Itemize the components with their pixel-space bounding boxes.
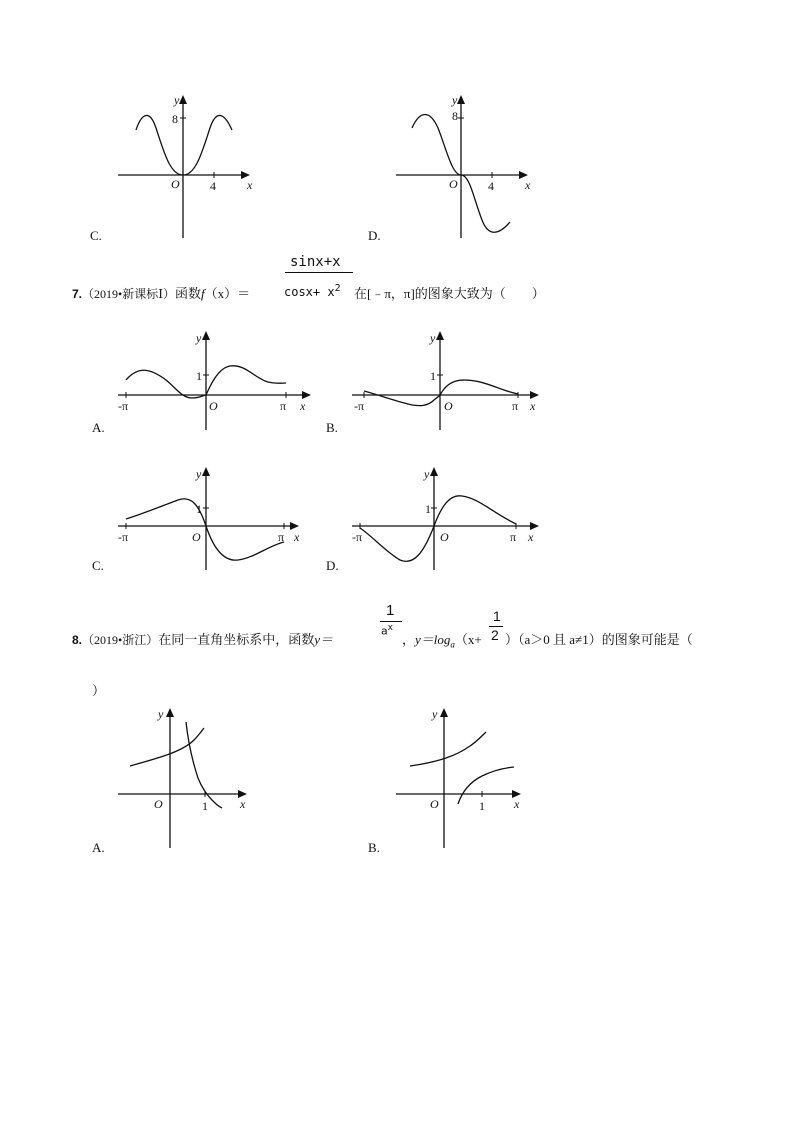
q6d-axis-x: x	[525, 178, 531, 192]
q8-y2-base: a	[450, 639, 455, 650]
q8-option-a-label[interactable]: A.	[92, 840, 105, 855]
q8-option-a-graph	[118, 700, 268, 850]
q7a-axis-y: y	[196, 331, 202, 345]
q6c-tick-x: 4	[210, 179, 216, 193]
q8b-axis-x: x	[514, 797, 520, 811]
q8-y2-denominator: 2	[491, 627, 499, 643]
q7-stem-prefix: 函数	[174, 286, 201, 301]
q7-denominator	[284, 283, 341, 299]
q8-y2-lhs: y＝log	[415, 632, 451, 647]
q7c-right: π	[278, 530, 285, 544]
q7-fx-arg: （x）	[204, 286, 238, 301]
q8-close-paren: ）	[92, 683, 106, 698]
q6d-origin: O	[449, 177, 458, 191]
q8a-axis-x: x	[240, 797, 246, 811]
q7c-axis-x: x	[294, 530, 300, 544]
q6d-tick-x: 4	[488, 179, 494, 193]
q6-option-d-graph	[388, 90, 548, 240]
q7c-origin: O	[192, 530, 201, 544]
q7-number: 7.	[72, 287, 83, 301]
q8b-axis-y: y	[432, 707, 438, 721]
q6c-axis-x: x	[247, 178, 253, 192]
q8-number: 8.	[72, 633, 83, 647]
q7c-left: -π	[118, 530, 129, 544]
q8-y1-numerator: 1	[386, 602, 395, 619]
q7a-origin: O	[209, 399, 218, 413]
q7-stem	[72, 283, 250, 302]
q7-denominator-text: cosx+ x	[284, 285, 335, 299]
q7-option-a-label[interactable]: A.	[92, 420, 105, 435]
q6d-tick-y: 8	[452, 109, 458, 123]
q7d-origin: O	[440, 530, 449, 544]
q7-option-d-label[interactable]: D.	[326, 558, 339, 573]
q7-option-a-graph	[118, 328, 318, 433]
q7a-left: -π	[118, 399, 129, 413]
q8-y1-den-text: a	[381, 624, 388, 638]
q7b-tick-y: 1	[430, 369, 436, 383]
q6-option-d-label[interactable]: D.	[368, 228, 381, 243]
q7c-tick-y: 1	[196, 502, 202, 516]
q6c-tick-y: 8	[172, 112, 178, 126]
q7a-tick-y: 1	[196, 369, 202, 383]
q7d-tick-y: 1	[425, 502, 431, 516]
q8-condition: （a＞0 且 a≠1）的图象可能是（	[518, 632, 693, 647]
q7b-axis-y: y	[430, 331, 436, 345]
q8-sep: ，	[402, 632, 416, 647]
q7d-axis-x: x	[528, 530, 534, 544]
q8b-origin: O	[430, 797, 439, 811]
q7-fx: f	[200, 286, 205, 301]
q7-fraction-bar	[285, 272, 353, 273]
q7-stem-suffix: 在[﹣π，π]的图象大致为（ ）	[354, 286, 545, 301]
q7-option-b-graph	[352, 328, 552, 433]
q6-option-c-graph	[110, 90, 270, 240]
q8-y1-denominator	[381, 623, 393, 638]
q7-option-c-label[interactable]: C.	[92, 558, 104, 573]
q7b-left: -π	[354, 399, 365, 413]
q7-denominator-exp: 2	[334, 283, 341, 294]
q7b-right: π	[512, 399, 519, 413]
q7-option-d-graph	[352, 464, 552, 574]
q8-y2-open: （x+	[454, 632, 482, 647]
q7d-axis-y: y	[424, 467, 430, 481]
q8-source: （2019•浙江）	[82, 633, 159, 647]
q8-y1-den-exp: x	[387, 623, 394, 633]
q6c-axis-y: y	[174, 93, 180, 107]
q8-option-b-graph	[390, 700, 540, 850]
q7-numerator: sinx+x	[290, 254, 341, 270]
q7b-origin: O	[444, 399, 453, 413]
q8-option-b-label[interactable]: B.	[368, 840, 380, 855]
q8-stem	[72, 629, 333, 648]
q8-y2-close: ）	[505, 632, 519, 647]
q6-option-c-label[interactable]: C.	[90, 228, 102, 243]
q7c-axis-y: y	[196, 467, 202, 481]
q8-stem-tail	[505, 629, 693, 648]
q7-option-c-graph	[118, 464, 318, 574]
q7-option-b-label[interactable]: B.	[326, 420, 338, 435]
q8-stem-mid	[402, 629, 482, 650]
q6d-axis-y: y	[452, 93, 458, 107]
q7d-left: -π	[352, 530, 363, 544]
q7-eq: ＝	[237, 286, 251, 301]
q7d-right: π	[510, 530, 517, 544]
q7-source: （2019•新课标Ⅰ）	[82, 287, 175, 301]
q6c-origin: O	[171, 177, 180, 191]
q7b-axis-x: x	[530, 399, 536, 413]
q8-y2-numerator: 1	[493, 608, 501, 624]
q7a-axis-x: x	[300, 399, 306, 413]
q7a-right: π	[280, 399, 287, 413]
q8-y1-lhs: y＝	[314, 632, 334, 647]
q8a-axis-y: y	[158, 707, 164, 721]
q8a-tick-x: 1	[202, 799, 208, 813]
q8-y1-fraction-bar	[380, 621, 402, 622]
q8a-origin: O	[154, 797, 163, 811]
q8-stem-prefix: 在同一直角坐标系中，函数	[158, 632, 315, 647]
q8b-tick-x: 1	[479, 799, 485, 813]
